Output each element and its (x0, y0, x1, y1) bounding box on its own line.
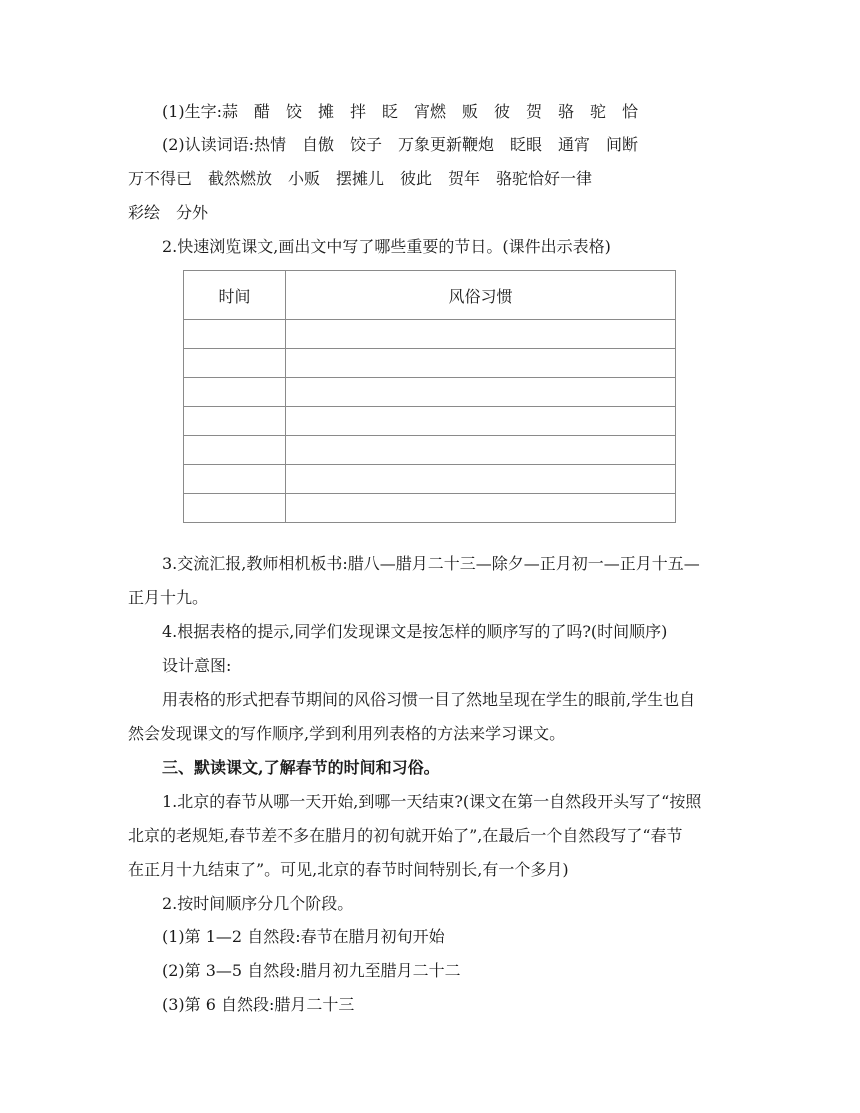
table-cell (184, 378, 286, 407)
question-1-text: 1.北京的春节从哪一天开始,到哪一天结束?(课文在第一自然段开头写了“按照 (162, 792, 702, 811)
table-cell (286, 436, 676, 465)
design-intent-label: 设计意图: (162, 656, 232, 675)
design-intent-text: 用表格的形式把春节期间的风俗习惯一目了然地呈现在学生的眼前,学生也自 (162, 690, 696, 709)
table-cell (184, 407, 286, 436)
table-cell (286, 465, 676, 494)
table-row (184, 436, 676, 465)
table-cell (184, 320, 286, 349)
step-3-text: 3.交流汇报,教师相机板书:腊八—腊月二十三—除夕—正月初一—正月十五— (162, 554, 700, 573)
vocabulary-line-end: 彩绘 分外 (128, 203, 209, 222)
table-header-row (184, 271, 676, 320)
question-1-text-end: 在正月十九结束了”。可见,北京的春节时间特别长,有一个多月) (128, 860, 569, 879)
table-cell (286, 378, 676, 407)
header-time: 时间 (184, 271, 286, 320)
vocabulary-line: (2)认读词语:热情 自傲 饺子 万象更新鞭炮 眨眼 通宵 间断 (162, 135, 639, 154)
header-custom: 风俗习惯 (286, 271, 676, 320)
section-three-heading: 三、默读课文,了解春节的时间和习俗。 (162, 758, 440, 777)
question-1-text-continued: 北京的老规矩,春节差不多在腊月的初旬就开始了”,在最后一个自然段写了“春节 (128, 826, 683, 845)
table-cell (184, 465, 286, 494)
customs-table (183, 270, 676, 523)
question-2-text: 2.按时间顺序分几个阶段。 (162, 894, 354, 913)
table-row (184, 349, 676, 378)
table-row (184, 320, 676, 349)
table-cell (286, 494, 676, 523)
new-characters-line: (1)生字:蒜 醋 饺 摊 拌 眨 宵燃 贩 彼 贺 骆 驼 恰 (162, 102, 639, 121)
table-row (184, 465, 676, 494)
stage-3-text: (3)第 6 自然段:腊月二十三 (162, 995, 355, 1014)
table-cell (286, 407, 676, 436)
stage-2-text: (2)第 3—5 自然段:腊月初九至腊月二十二 (162, 961, 461, 980)
stage-1-text: (1)第 1—2 自然段:春节在腊月初旬开始 (162, 927, 445, 946)
table-row (184, 494, 676, 523)
design-intent-text-continued: 然会发现课文的写作顺序,学到利用列表格的方法来学习课文。 (128, 724, 566, 743)
table-cell (184, 494, 286, 523)
table-cell (286, 349, 676, 378)
table-cell (184, 349, 286, 378)
table-row (184, 378, 676, 407)
step-2-text: 2.快速浏览课文,画出文中写了哪些重要的节日。(课件出示表格) (162, 237, 611, 256)
step-3-text-continued: 正月十九。 (128, 588, 209, 607)
table-cell (286, 320, 676, 349)
step-4-text: 4.根据表格的提示,同学们发现课文是按怎样的顺序写的了吗?(时间顺序) (162, 622, 668, 641)
vocabulary-line-continued: 万不得已 截然燃放 小贩 摆摊儿 彼此 贺年 骆驼恰好一律 (128, 169, 593, 188)
table-row (184, 407, 676, 436)
table-cell (184, 436, 286, 465)
